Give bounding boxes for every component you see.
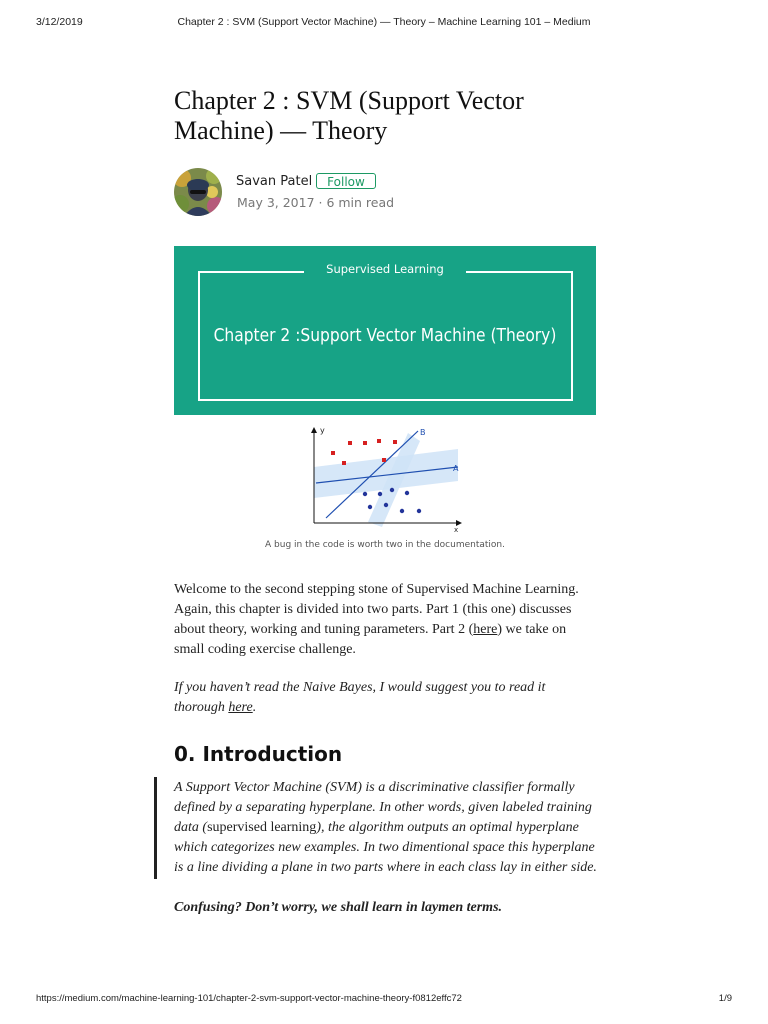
article-banner (174, 246, 596, 415)
author-avatar[interactable] (174, 168, 222, 216)
avatar-image (174, 168, 222, 216)
banner-title: Chapter 2 :Support Vector Machine (Theory) (213, 325, 557, 346)
section-heading-introduction: 0. Introduction (174, 742, 343, 766)
print-date: 3/12/2019 (36, 16, 83, 28)
print-document-title: Chapter 2 : SVM (Support Vector Machine) — Theory – Machine Learning 101 – Medium (177, 16, 591, 28)
print-url: https://medium.com/machine-learning-101/chapter-2-svm-support-vector-machine-theory-f0812effc72 (36, 993, 462, 1004)
svm-definition-quote (174, 778, 599, 878)
intro-paragraph (174, 580, 599, 660)
blockquote-bar (154, 777, 157, 879)
x-axis-label: x (454, 526, 459, 533)
print-header (36, 16, 732, 30)
article-title: Chapter 2 : SVM (Support Vector Machine) — Theory (174, 86, 524, 145)
author-name[interactable]: Savan Patel (236, 174, 313, 189)
naive-bayes-period: . (252, 700, 257, 715)
figure-caption: A bug in the code is worth two in the documentation. (265, 540, 505, 550)
banner-subtitle: Supervised Learning (304, 262, 466, 276)
part2-link[interactable]: here (473, 622, 498, 637)
confusing-line: Confusing? Don’t worry, we shall learn in laymen terms. (174, 900, 503, 915)
print-footer (36, 993, 732, 1007)
quote-text-end: ), the algorithm outputs an optimal hyperplane which categorizes new examples. In two dimentional space this hyperplane is a line dividing a plane in two parts where in each class lay in either side. (174, 820, 597, 875)
naive-bayes-link[interactable]: here (228, 700, 253, 715)
post-meta: May 3, 2017 · 6 min read (237, 195, 395, 210)
print-page-number: 1/9 (718, 993, 732, 1004)
naive-bayes-note (174, 678, 599, 718)
intro-text-end: ) we take on small coding exercise challenge. (174, 622, 567, 657)
quote-upright-term: supervised learning (207, 820, 317, 835)
y-axis-arrow (311, 427, 317, 433)
line-a-label: A (453, 464, 459, 473)
line-b-label: B (420, 428, 426, 437)
follow-button[interactable]: Follow (316, 173, 376, 189)
svm-hyperplane-figure (300, 423, 470, 533)
intro-text-start: Welcome to the second stepping stone of Supervised Machine Learning. Again, this chapter is divided into two parts. Part 1 (this one) discusses about theory, working and tuning parameters. Part 2 ( (174, 582, 579, 637)
naive-bayes-text: If you haven’t read the Naive Bayes, I would suggest you to read it thorough (174, 680, 546, 715)
y-axis-label: y (320, 426, 325, 435)
quote-text-start: A Support Vector Machine (SVM) is a discriminative classifier formally defined by a separating hyperplane. In other words, given labeled training data ( (174, 780, 592, 835)
